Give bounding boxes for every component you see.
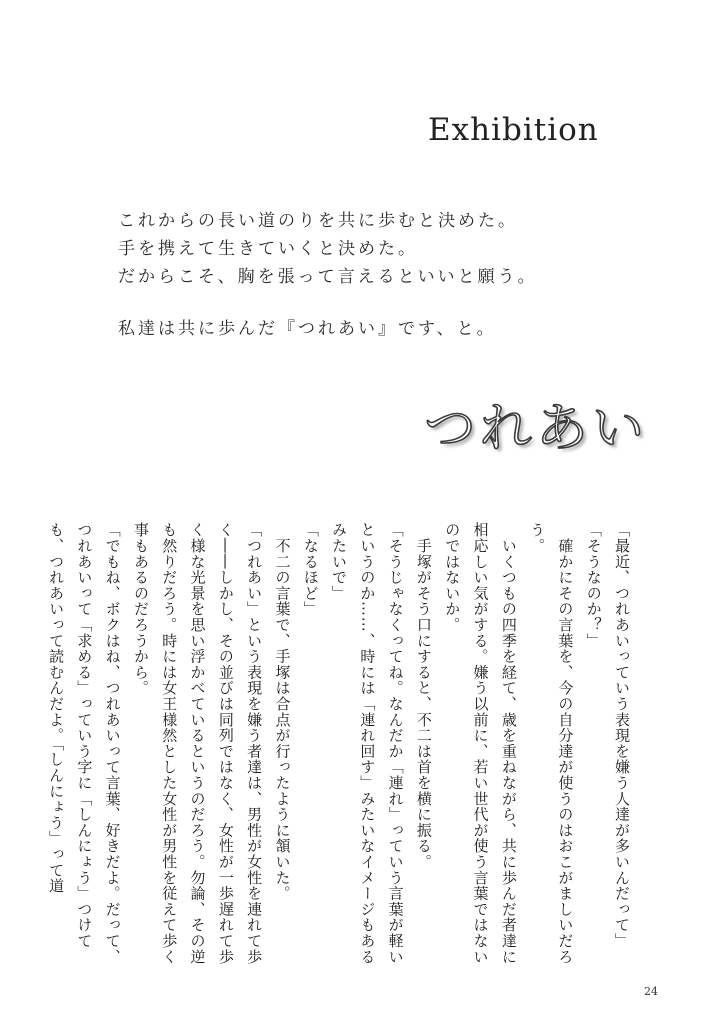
story-paragraph: いくつもの四季を経て、歳を重ねながら、共に歩んだ者達に相応しい気がする。嫌う以前に、若い世代が使う言葉ではないのではないか。 xyxy=(443,522,518,965)
intro-spacer xyxy=(118,291,678,315)
vertical-story-text xyxy=(47,522,636,970)
story-paragraph: 「そうなのか？」 xyxy=(584,522,603,649)
story-paragraph: 「なるほど」 xyxy=(301,522,320,617)
page-number: 24 xyxy=(644,985,658,998)
story-paragraph: 不二の言葉で、手塚は合点が行ったように頷いた。 xyxy=(273,522,292,902)
intro-line: 手を携えて生きていくと決めた。 xyxy=(118,239,418,259)
intro-poem xyxy=(118,207,678,343)
story-paragraph: 手塚がそう口にすると、不二は首を横に振る。 xyxy=(414,522,433,870)
story-paragraph: 「でもね、ボクはね、つれあいって言葉、好きだよ。だって、つれあいって「求める」っていう字に「しんにょう」つけても、つれあいって読むんだよ。「しんにょう」って道 xyxy=(47,522,122,965)
intro-closing-line: 私達は共に歩んだ『つれあい』です、と。 xyxy=(118,319,497,339)
intro-line: これからの長い道のりを共に歩むと決めた。 xyxy=(118,211,518,231)
exhibition-title: Exhibition xyxy=(428,112,599,148)
story-paragraph: 「そうじゃなくってね。なんだか「連れ」っていう言葉が軽いというのか……、時には「連れ回す」みたいなイメージもあるみたいで」 xyxy=(330,522,405,965)
story-paragraph: 「つれあい」という表現を嫌う者達は、男性が女性を連れて歩く――しかし、その並びは同列ではなく、女性が一歩遅れて歩く様な光景を思い浮かべているというのだろう。勿論、その逆も然りだろう。時には女王様然とした女性が男性を従えて歩く事もあるのだろうから。 xyxy=(131,522,264,965)
story-title: つれあい xyxy=(424,399,649,459)
story-paragraph: 「最近、つれあいっていう表現を嫌う人達が多いんだって」 xyxy=(613,522,631,949)
story-paragraph: 確かにその言葉を、今の自分達が使うのはおこがましいだろう。 xyxy=(528,522,575,965)
intro-line: だからこそ、胸を張って言えるといいと願う。 xyxy=(118,267,538,287)
